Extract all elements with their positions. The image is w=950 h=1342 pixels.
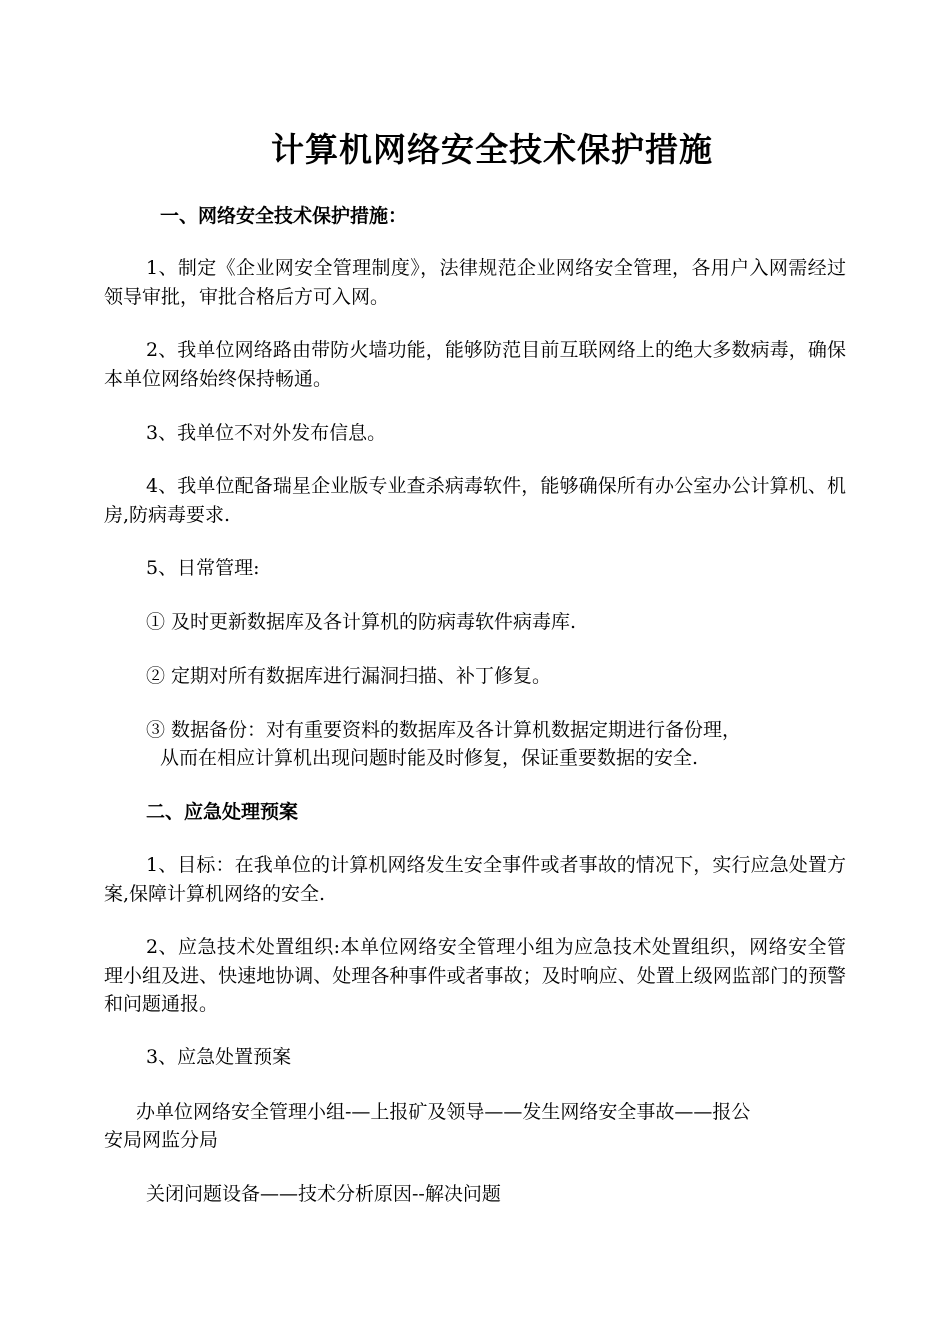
section1-item-4: 4、我单位配备瑞星企业版专业查杀病毒软件，能够确保所有办公室办公计算机、机房,防病毒要求.: [104, 475, 846, 526]
section1-item-1: 1、制定《企业网安全管理制度》，法律规范企业网络安全管理，各用户入网需经过领导审批，审批合格后方可入网。: [104, 257, 846, 308]
section2-item-1: 1、目标：在我单位的计算机网络发生安全事件或者事故的情况下，实行应急处置方案,保障计算机网络的安全.: [104, 854, 846, 905]
section1-subitem-1: ① 及时更新数据库及各计算机的防病毒软件病毒库.: [146, 611, 577, 633]
section2-item-2: 2、应急技术处置组织:本单位网络安全管理小组为应急技术处置组织，网络安全管理小组及进、快速地协调、处理各种事件或者事故；及时响应、处置上级网监部门的预警和问题通报。: [104, 936, 846, 1015]
section1-subitem-3: ③ 数据备份：对有重要资料的数据库及各计算机数据定期进行备份理，: [146, 719, 742, 741]
section2-flow-1: 办单位网络安全管理小组-—上报矿及领导——发生网络安全事故——报公: [136, 1101, 751, 1123]
section1-item-3: 3、我单位不对外发布信息。: [146, 422, 387, 444]
section1-item-5: 5、日常管理:: [146, 557, 260, 579]
section1-subitem-3-continued: 从而在相应计算机出现问题时能及时修复，保证重要数据的安全.: [160, 747, 699, 769]
section1-item-2: 2、我单位网络路由带防火墙功能，能够防范目前互联网络上的绝大多数病毒，确保本单位网络始终保持畅通。: [104, 339, 846, 390]
section2-item-3: 3、应急处置预案: [146, 1046, 292, 1068]
section1-heading: 一、网络安全技术保护措施：: [160, 205, 408, 227]
document-title: 计算机网络安全技术保护措施: [271, 130, 713, 169]
section2-flow-2: 关闭问题设备——技术分析原因--解决问题: [146, 1183, 501, 1205]
section2-flow-1-continued: 安局网监分局: [104, 1129, 219, 1151]
section2-heading: 二、应急处理预案: [146, 801, 299, 823]
section1-subitem-2: ② 定期对所有数据库进行漏洞扫描、补丁修复。: [146, 665, 552, 687]
